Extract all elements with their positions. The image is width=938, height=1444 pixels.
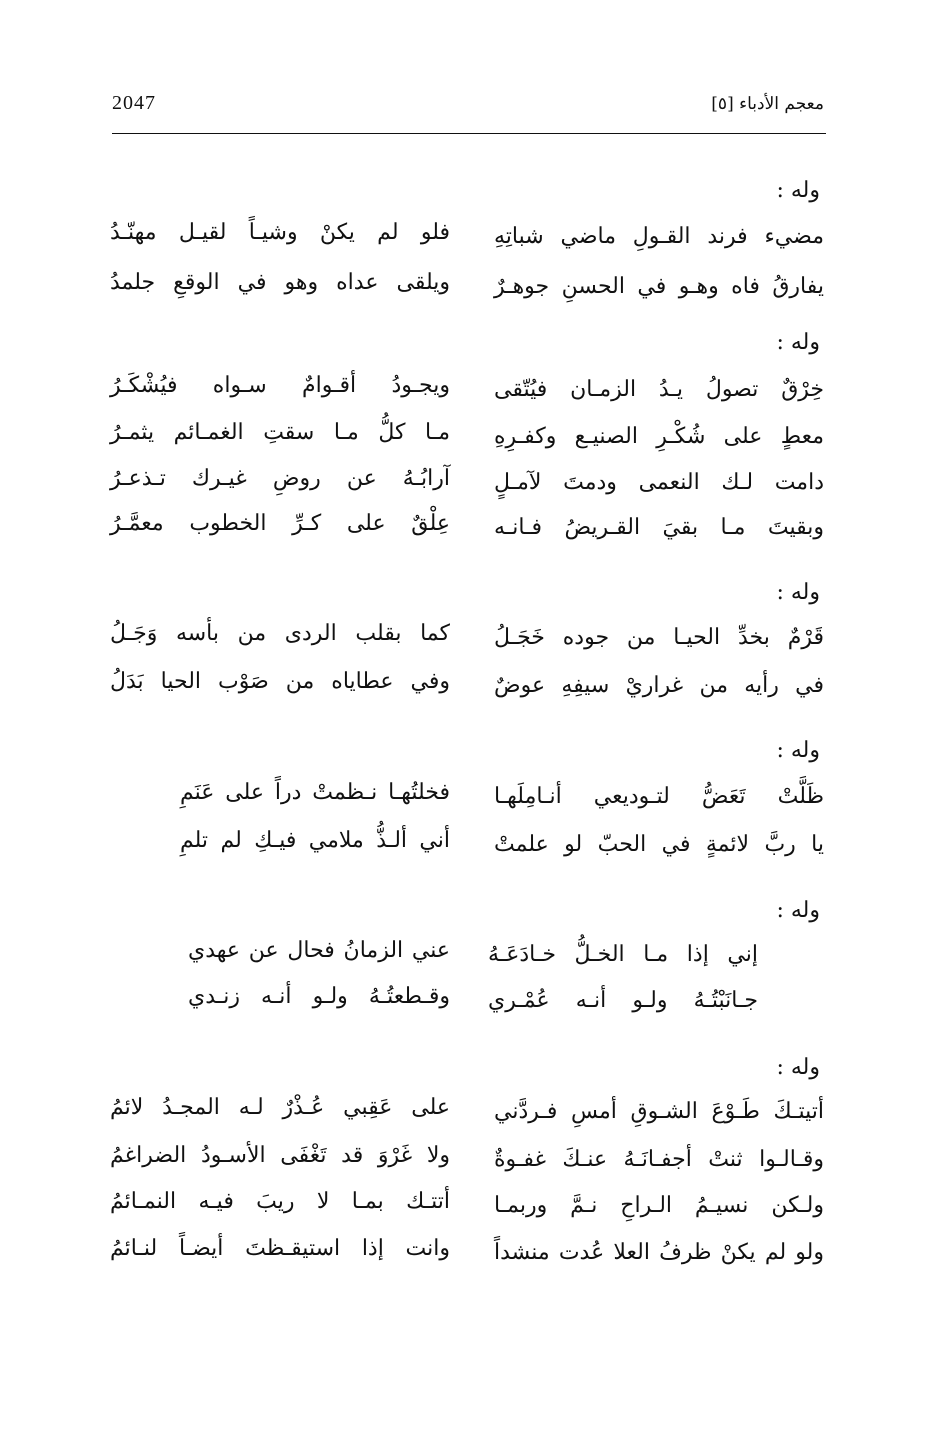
verse-second-hemistich: أني ألـذُّ ملامي فيـكِ لم تلمِ xyxy=(180,828,450,853)
verse-first-hemistich: مضيء فرند القـولِ ماضي شباتِهِ xyxy=(494,224,824,249)
verse-first-hemistich: ظَلَّتْ تَعَضُّ لتـوديعي أنـامِلَهـا xyxy=(494,784,824,809)
verse-second-hemistich: كما بقلب الردى من بأسه وَجَـلُ xyxy=(110,621,450,646)
verse-first-hemistich: أتيتـكَ طَـوْعَ الشـوقِ أمسِ فـردَّني xyxy=(494,1099,824,1124)
verse-first-hemistich: وبقيتَ مـا بقيَ القـريضُ فـانـه xyxy=(494,515,824,540)
verse-first-hemistich: في رأيه من غراريْ سيفِهِ عوضٌ xyxy=(494,673,824,698)
verse-first-hemistich: جـانَبْتُـهُ ولـو أنـه عُمْـري xyxy=(488,988,758,1013)
verse-first-hemistich: قَرْمٌ بخدِّ الحيـا من جوده خَجَـلُ xyxy=(494,625,824,650)
poem-intro: وله : xyxy=(776,330,820,355)
poem-intro: وله : xyxy=(776,178,820,203)
verse-second-hemistich: ولا غَرْوَ قد تَغْفَى الأسـودُ الضراغمُ xyxy=(110,1143,450,1168)
poem-intro: وله : xyxy=(776,898,820,923)
verse-first-hemistich: يا ربَّ لائمةٍ في الحبّ لو علمتْ xyxy=(494,832,824,857)
verse-first-hemistich: معطٍ على شُكْـرِ الصنيـع وكفـرِهِ xyxy=(494,424,824,449)
running-title: معجم الأدباء [٥] xyxy=(711,94,824,114)
verse-first-hemistich: إني إذا مـا الخـلُّ خـادَعَـهُ xyxy=(488,942,758,967)
verse-second-hemistich: وفي عطاياه من صَوْب الحيا بَدَلُ xyxy=(110,669,450,694)
verse-second-hemistich: عني الزمانُ فحال عن عهدي xyxy=(188,938,450,963)
verse-first-hemistich: ولو لم يكنْ ظرفُ العلا عُدت منشداً xyxy=(494,1240,824,1265)
verse-first-hemistich: دامت لـك النعمى ودمتَ لآمـلٍ xyxy=(494,470,824,495)
verse-second-hemistich: وقـطعتُـهُ ولـو أنـه زنـدي xyxy=(188,984,450,1009)
verse-first-hemistich: خِرْقٌ تصولُ يـدُ الزمـان فيُتّقى xyxy=(494,377,824,402)
page-number: 2047 xyxy=(112,92,156,114)
poem-intro: وله : xyxy=(776,1055,820,1080)
poem-intro: وله : xyxy=(776,580,820,605)
poem-intro: وله : xyxy=(776,738,820,763)
verse-second-hemistich: وانت إذا استيقـظتَ أيضـاً لنـائمُ xyxy=(110,1236,450,1261)
verse-second-hemistich: فلو لم يكنْ وشيـاً لقيـل مهنّـدُ xyxy=(110,220,450,245)
verse-second-hemistich: عِلْقٌ على كـرِّ الخطوب معمَّـرُ xyxy=(110,511,450,536)
verse-second-hemistich: مـا كلُّ مـا سقتِ الغمـائم يثمـرُ xyxy=(110,420,450,445)
verse-first-hemistich: وقـالـوا ثنتْ أجفـانَـهُ عنـكَ غفـوةٌ xyxy=(494,1147,824,1172)
verse-first-hemistich: يفارقُ فاه وهـو في الحسنِ جوهـرٌ xyxy=(494,274,824,299)
verse-second-hemistich: ويلقى عداه وهو في الوقعِ جلمدُ xyxy=(110,270,450,295)
verse-second-hemistich: أتتـك بمـا لا ريبَ فيـه النمـائمُ xyxy=(110,1189,450,1214)
verse-second-hemistich: ويجـودُ أقـوامٌ سـواه فيُشْكَـرُ xyxy=(110,373,450,398)
verse-second-hemistich: آرابُـهُ عن روضِ غيـرك تـذعـرُ xyxy=(110,466,450,491)
verse-second-hemistich: فخلتُهـا نـظمتْ دراً على عَنَمِ xyxy=(180,780,450,805)
verse-second-hemistich: على عَقِبي عُـذْرٌ لـه المجـدُ لائمُ xyxy=(110,1095,450,1120)
verse-first-hemistich: ولـكن نسيـمُ الـراحِ نـمَّ وربمـا xyxy=(494,1193,824,1218)
